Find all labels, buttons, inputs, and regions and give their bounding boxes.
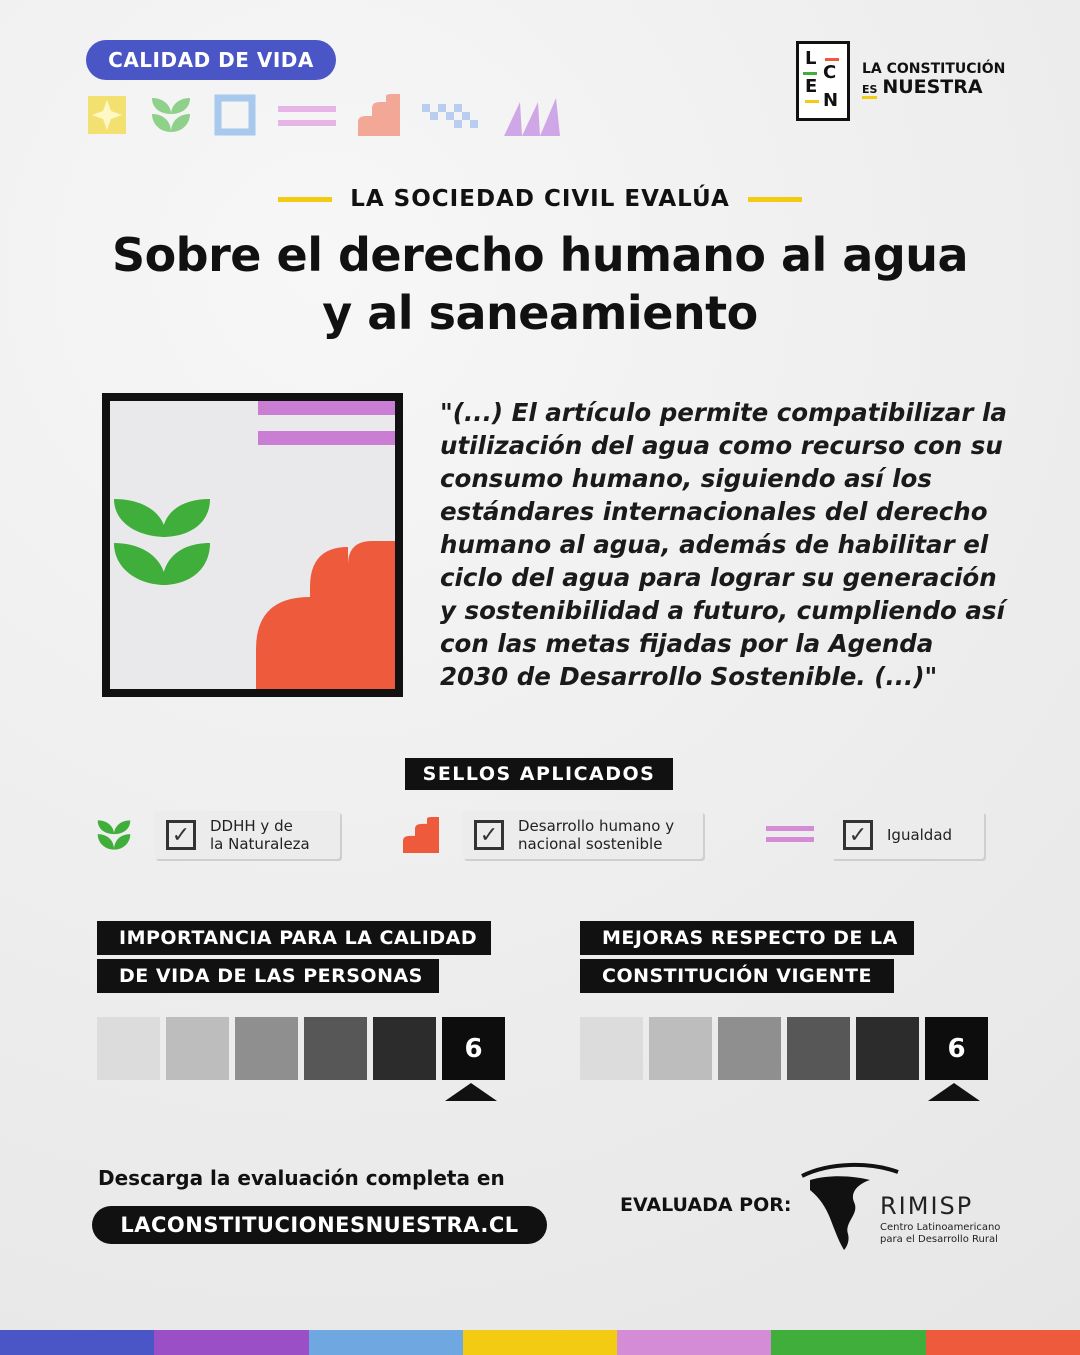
strip-segment bbox=[0, 1330, 154, 1355]
rating-scale bbox=[580, 1017, 988, 1080]
scale-step-1 bbox=[580, 1017, 643, 1080]
star-square-icon bbox=[86, 94, 128, 136]
strip-segment bbox=[309, 1330, 463, 1355]
title-line1: Sobre el derecho humano al agua bbox=[111, 228, 969, 282]
seal-label: DDHH y de la Naturaleza bbox=[210, 817, 310, 853]
scale-selected-value: 6 bbox=[442, 1017, 505, 1080]
logo-wordmark bbox=[862, 60, 1005, 99]
article-quote: "(...) El artículo permite compatibilizar la utilización del agua como recurso con su consumo humano, siguiendo así los estándares internacionales del derecho humano al agua, además de habilitar el ciclo del agua para lograr su generación y sostenibilidad a futuro, cumpliendo así con las metas fijadas por la Agenda 2030 de Desarrollo Sostenible. (...)" bbox=[440, 398, 1007, 691]
steps-icon bbox=[358, 94, 400, 136]
rating-header-line2: DE VIDA DE LAS PERSONAS bbox=[97, 959, 439, 993]
scale-step-4 bbox=[304, 1017, 367, 1080]
scale-step-1 bbox=[97, 1017, 160, 1080]
logo-es: ES bbox=[862, 83, 877, 99]
website-link[interactable]: LACONSTITUCIONESNUESTRA.CL bbox=[92, 1206, 547, 1244]
strip-segment bbox=[771, 1330, 925, 1355]
rating-header-line1: MEJORAS RESPECTO DE LA bbox=[580, 921, 914, 955]
rating-scale bbox=[97, 1017, 505, 1080]
logo-nuestra: NUESTRA bbox=[882, 76, 983, 98]
scale-step-5 bbox=[373, 1017, 436, 1080]
seal-ddhh bbox=[154, 811, 340, 859]
seal-desarrollo bbox=[462, 811, 703, 859]
seal-label: Igualdad bbox=[887, 826, 953, 844]
category-badge: CALIDAD DE VIDA bbox=[86, 40, 336, 80]
scale-step-3 bbox=[235, 1017, 298, 1080]
scale-step-2 bbox=[166, 1017, 229, 1080]
download-text: Descarga la evaluación completa en bbox=[98, 1166, 505, 1190]
strip-segment bbox=[926, 1330, 1080, 1355]
square-outline-icon bbox=[214, 94, 256, 136]
seal-igualdad bbox=[831, 811, 984, 859]
strip-segment bbox=[617, 1330, 771, 1355]
logo-letter-l: L bbox=[805, 48, 817, 69]
evaluated-by-label: EVALUADA POR: bbox=[620, 1194, 792, 1216]
scale-step-5 bbox=[856, 1017, 919, 1080]
org-subtitle: Centro Latinoamericano para el Desarrollo Rural bbox=[880, 1222, 1001, 1245]
logo-line1: LA CONSTITUCIÓN bbox=[862, 61, 1006, 77]
rating-header-line1: IMPORTANCIA PARA LA CALIDAD bbox=[97, 921, 491, 955]
kicker-text: LA SOCIEDAD CIVIL EVALÚA bbox=[350, 186, 730, 212]
leaf-icon bbox=[96, 817, 132, 857]
strip-segment bbox=[154, 1330, 308, 1355]
org-name: RIMISP bbox=[880, 1192, 974, 1220]
rating-mejoras bbox=[580, 921, 988, 1101]
scale-step-2 bbox=[649, 1017, 712, 1080]
scale-step-3 bbox=[718, 1017, 781, 1080]
scale-pointer-icon bbox=[445, 1083, 497, 1101]
steps-icon bbox=[403, 817, 439, 857]
checkbox-checked-icon: ✓ bbox=[166, 820, 196, 850]
rating-header-line2: CONSTITUCIÓN VIGENTE bbox=[580, 959, 894, 993]
logo-letter-n: N bbox=[823, 90, 839, 111]
color-strip bbox=[0, 1330, 1080, 1355]
equals-icon bbox=[766, 824, 814, 848]
title-line2: y al saneamiento bbox=[322, 286, 758, 340]
pixel-wave-icon bbox=[422, 94, 482, 136]
equals-icon bbox=[278, 94, 336, 136]
page-title bbox=[60, 226, 1020, 342]
checkbox-checked-icon: ✓ bbox=[474, 820, 504, 850]
scale-pointer-icon bbox=[928, 1083, 980, 1101]
checkbox-checked-icon: ✓ bbox=[843, 820, 873, 850]
leaf-icon bbox=[150, 94, 192, 136]
sellos-title: SELLOS APLICADOS bbox=[405, 758, 673, 790]
kicker bbox=[0, 186, 1080, 212]
mountain-icon bbox=[504, 94, 560, 136]
article-illustration bbox=[102, 393, 403, 697]
scale-step-4 bbox=[787, 1017, 850, 1080]
category-icon-row bbox=[86, 94, 560, 136]
scale-selected-value: 6 bbox=[925, 1017, 988, 1080]
rating-importancia bbox=[97, 921, 505, 1101]
logo-letter-e: E bbox=[805, 76, 818, 97]
lcen-logo bbox=[796, 41, 850, 121]
logo-letter-c: C bbox=[823, 62, 837, 83]
strip-segment bbox=[463, 1330, 617, 1355]
seal-label: Desarrollo humano y nacional sostenible bbox=[518, 817, 675, 853]
